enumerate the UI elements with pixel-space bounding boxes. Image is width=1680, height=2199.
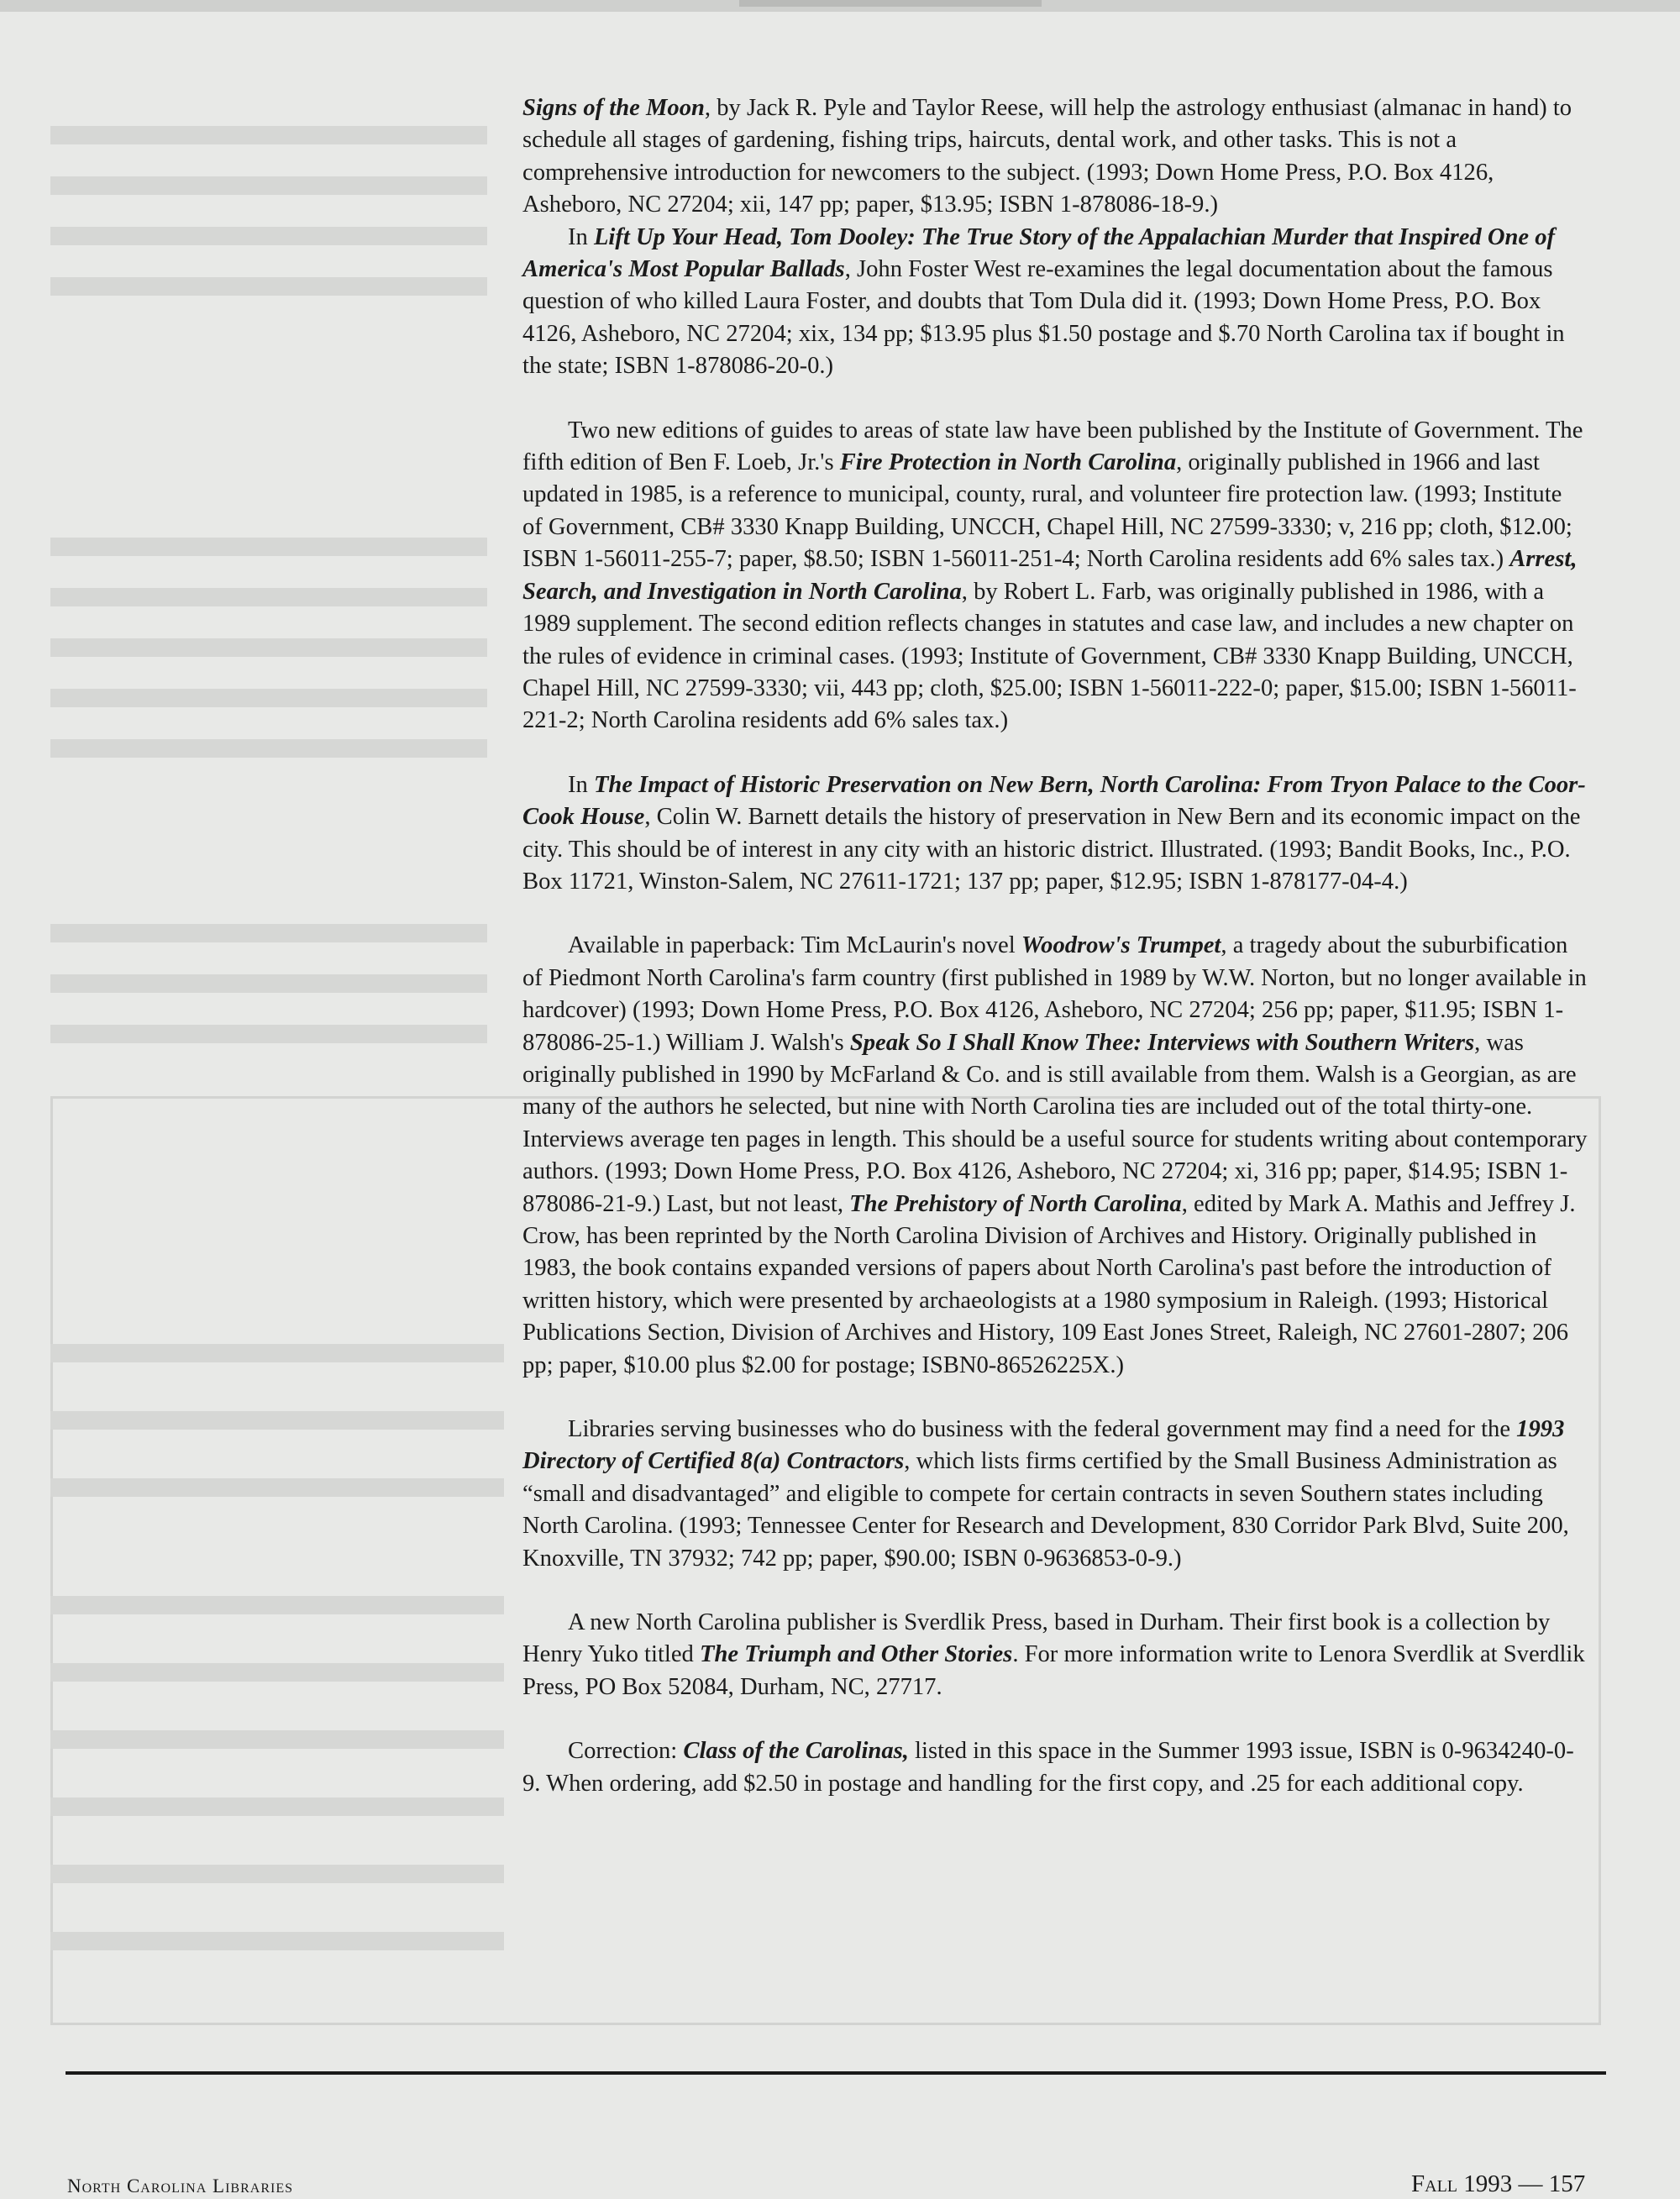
book-title: Speak So I Shall Know Thee: Interviews with Southern Writers — [849, 1029, 1475, 1056]
book-title: The Impact of Historic Preservation on New Bern, North Carolina: From Tryon Palace to the Coor-Cook House — [522, 771, 1586, 831]
paragraph-text: , Colin W. Barnett details the history of preservation in New Bern and its economic impact on the city. This should be of interest in any city with an historic district. Illustrated. (1993; Bandit Books, Inc., P.O. Box 11721, Winston-Salem, NC 27611-1721; 137 pp; paper, $12.95; ISBN 1-878177-04-4.) — [522, 804, 1581, 895]
issue-page-number: Fall 1993 — 157 — [1411, 2170, 1586, 2197]
review-paragraph-e6 — [522, 1414, 1588, 1575]
paragraph-gap — [522, 1703, 1588, 1735]
review-paragraph-e4 — [522, 769, 1588, 899]
review-paragraph-e3 — [522, 415, 1588, 737]
review-paragraph-e1 — [522, 92, 1588, 222]
paragraph-text: , by Robert L. Farb, was originally published in 1986, with a 1989 supplement. The second edition reflects changes in statutes and case law, and includes a new chapter on the rules of evidence in criminal cases. (1993; Institute of Government, CB# 3330 Knapp Building, UNCCH, Chapel Hill, NC 27599-3330; vii, 443 pp; cloth, $25.00; ISBN 1-56011-222-0; paper, $15.00; ISBN 1-56011-221-2; North Carolina residents add 6% sales tax.) — [522, 578, 1577, 734]
journal-name: North Carolina Libraries — [67, 2175, 293, 2196]
review-paragraph-e7 — [522, 1607, 1588, 1703]
book-title: Signs of the Moon — [522, 95, 705, 121]
paragraph-text: Correction: — [568, 1738, 684, 1765]
book-title: Fire Protection in North Carolina — [839, 449, 1177, 476]
review-column — [522, 92, 1588, 1800]
book-title: Class of the Carolinas, — [683, 1738, 909, 1765]
paragraph-text: , which lists firms certified by the Small Business Administration as “small and disadvantaged” and eligible to compete for certain contracts in seven Southern states including North Carolina. (1993; Tennessee Center for Research and Development, 830 Corridor Park Blvd, Suite 200, Knoxville, TN 37932; 742 pp; paper, $90.00; ISBN 0-9636853-0-9.) — [522, 1448, 1569, 1572]
paragraph-text: Two new editions of guides to areas of state law have been published by the Institute of Government. The fifth edition of Ben F. Loeb, Jr.'s — [522, 417, 1583, 476]
review-paragraph-e2 — [522, 222, 1588, 383]
paragraph-text: In — [568, 771, 594, 798]
book-title: The Triumph and Other Stories — [699, 1641, 1013, 1668]
book-title: Lift Up Your Head, Tom Dooley: The True Story of the Appalachian Murder that Inspired One of America's Most Popular Ballads — [522, 223, 1556, 283]
scan-top-mark — [739, 0, 1042, 7]
paragraph-text: listed in this space in the Summer 1993 issue, ISBN is 0-9634240-0-9. When ordering, add $2.50 in postage and handling for the first copy, and .25 for each additional copy. — [522, 1738, 1574, 1797]
book-title: 1993 Directory of Certified 8(a) Contractors — [522, 1416, 1565, 1475]
paragraph-text: Libraries serving businesses who do business with the federal government may find a need for the — [568, 1416, 1517, 1443]
paragraph-text: , by Jack R. Pyle and Taylor Reese, will help the astrology enthusiast (almanac in hand) to schedule all stages of gardening, fishing trips, haircuts, dental work, and other tasks. This is not a comprehensive introduction for newcomers to the subject. (1993; Down Home Press, P.O. Box 4126, Asheboro, NC 27204; xii, 147 pp; paper, $13.95; ISBN 1-878086-18-9.) — [522, 95, 1572, 218]
paragraph-text: , a tragedy about the suburbification of Piedmont North Carolina's farm country (first published in 1989 by W.W. Norton, but no longer available in hardcover) (1993; Down Home Press, P.O. Box 4126, Asheboro, NC 27204; 256 pp; paper, $11.95; ISBN 1-878086-25-1.) William J. Walsh's — [522, 932, 1587, 1056]
book-title: The Prehistory of North Carolina — [849, 1190, 1182, 1217]
paragraph-text: Available in paperback: Tim McLaurin's novel — [568, 932, 1021, 959]
paragraph-gap — [522, 1575, 1588, 1607]
paragraph-text: , originally published in 1966 and last updated in 1985, is a reference to municipal, county, rural, and volunteer fire protection law. (1993; Institute of Government, CB# 3330 Knapp Building, UNCCH, Chapel Hill, NC 27599-3330; v, 216 pp; cloth, $12.00; ISBN 1-56011-255-7; paper, $8.50; ISBN 1-56011-251-4; North Carolina residents add 6% sales tax.) — [522, 449, 1572, 573]
paragraph-text: In — [568, 223, 594, 250]
paragraph-text: A new North Carolina publisher is Sverdlik Press, based in Durham. Their first book is a collection by Henry Yuko titled — [522, 1609, 1551, 1668]
paragraph-text: , was originally published in 1990 by McFarland & Co. and is still available from them. Walsh is a Georgian, as are many of the authors he selected, but nine with North Carolina ties are included out of the total thirty-one. Interviews average ten pages in length. This should be a useful source for students writing about contemporary authors. (1993; Down Home Press, P.O. Box 4126, Asheboro, NC 27204; xi, 316 pp; paper, $14.95; ISBN 1-878086-21-9.) Last, but not least, — [522, 1029, 1588, 1217]
review-paragraph-e8 — [522, 1735, 1588, 1800]
paragraph-gap — [522, 383, 1588, 415]
paragraph-text: , John Foster West re-examines the legal documentation about the famous question of who killed Laura Foster, and doubts that Tom Dula did it. (1993; Down Home Press, P.O. Box 4126, Asheboro, NC 27204; xix, 134 pp; $13.95 plus $1.50 postage and $.70 North Carolina tax if bought in the state; ISBN 1-878086-20-0.) — [522, 256, 1565, 380]
footer-rule — [66, 2071, 1606, 2075]
paragraph-text: , edited by Mark A. Mathis and Jeffrey J. Crow, has been reprinted by the North Carolina Division of Archives and History. Originally published in 1983, the book contains expanded versions of papers about North Carolina's past before the introduction of written history, which were presented by archaeologists at a 1980 symposium in Raleigh. (1993; Historical Publications Section, Division of Archives and History, 109 East Jones Street, Raleigh, NC 27601-2807; 206 pp; paper, $10.00 plus $2.00 for postage; ISBN0-86526225X.) — [522, 1190, 1576, 1378]
paragraph-gap — [522, 898, 1588, 930]
review-paragraph-e5 — [522, 930, 1588, 1382]
paragraph-gap — [522, 1382, 1588, 1414]
book-title: Arrest, Search, and Investigation in North Carolina — [522, 546, 1578, 605]
book-title: Woodrow's Trumpet — [1021, 932, 1221, 959]
paragraph-gap — [522, 737, 1588, 769]
paragraph-text: . For more information write to Lenora Sverdlik at Sverdlik Press, PO Box 52084, Durham, NC, 27717. — [522, 1641, 1585, 1700]
